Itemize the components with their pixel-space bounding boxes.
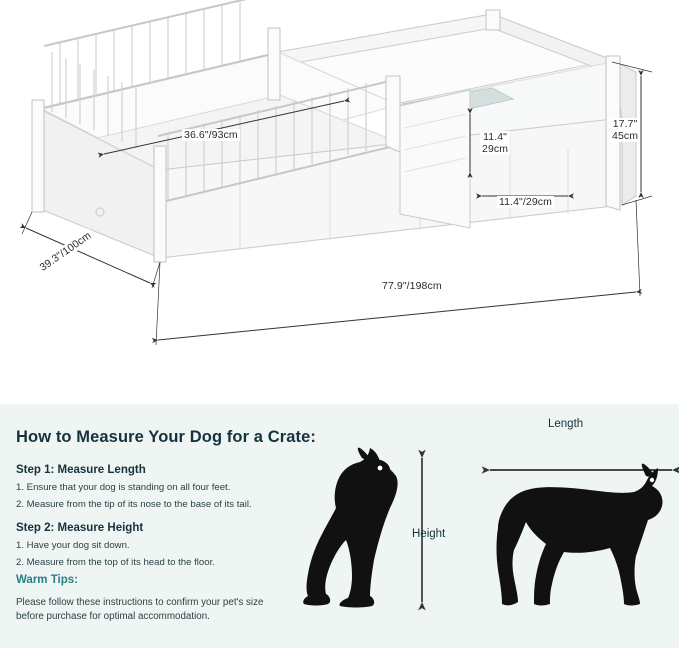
step-1-block [16, 464, 306, 516]
dimension-overall-height [610, 118, 640, 142]
step-2-line-2: 2. Measure from the top of its head to the floor. [16, 556, 215, 568]
warm-tips-heading: Warm Tips: [16, 574, 78, 586]
step-1-line-1: 1. Ensure that your dog is standing on all four feet. [16, 482, 231, 493]
panel-title: How to Measure Your Dog for a Crate: [16, 428, 317, 446]
dimension-inner-door-width: 11.4"/29cm [499, 196, 552, 208]
step-1-heading: Step 1: Measure Length [16, 464, 146, 476]
step-1-line-2: 2. Measure from the tip of its nose to the base of its tail. [16, 498, 252, 510]
label-length: Length [548, 418, 584, 430]
warm-tips-block [16, 574, 306, 634]
dimension-depth: 39.3"/100cm [37, 229, 94, 274]
dimension-overall-height-cm: 45cm [612, 130, 639, 143]
label-height: Height [412, 528, 446, 540]
standing-dog-silhouette [497, 464, 663, 606]
sitting-dog-silhouette [303, 448, 397, 608]
dimension-length: 77.9"/198cm [382, 280, 442, 292]
dimension-inner-door-height-cm: 29cm [482, 143, 509, 156]
warm-tips-body: Please follow these instructions to confirm your pet's size before purchase for optimal accommodation. [16, 596, 264, 622]
step-2-block [16, 522, 306, 574]
dimension-inner-door-height [480, 131, 510, 155]
step-2-line-1: 1. Have your dog sit down. [16, 540, 130, 551]
dimension-inner-door-height-inches: 11.4" [483, 131, 507, 143]
dog-measurement-diagram [300, 446, 679, 636]
measure-instructions-panel [0, 404, 679, 648]
dimension-interior-width: 36.6"/93cm [184, 129, 238, 141]
step-2-heading: Step 2: Measure Height [16, 522, 144, 534]
dimension-overall-height-inches: 17.7" [612, 118, 638, 130]
